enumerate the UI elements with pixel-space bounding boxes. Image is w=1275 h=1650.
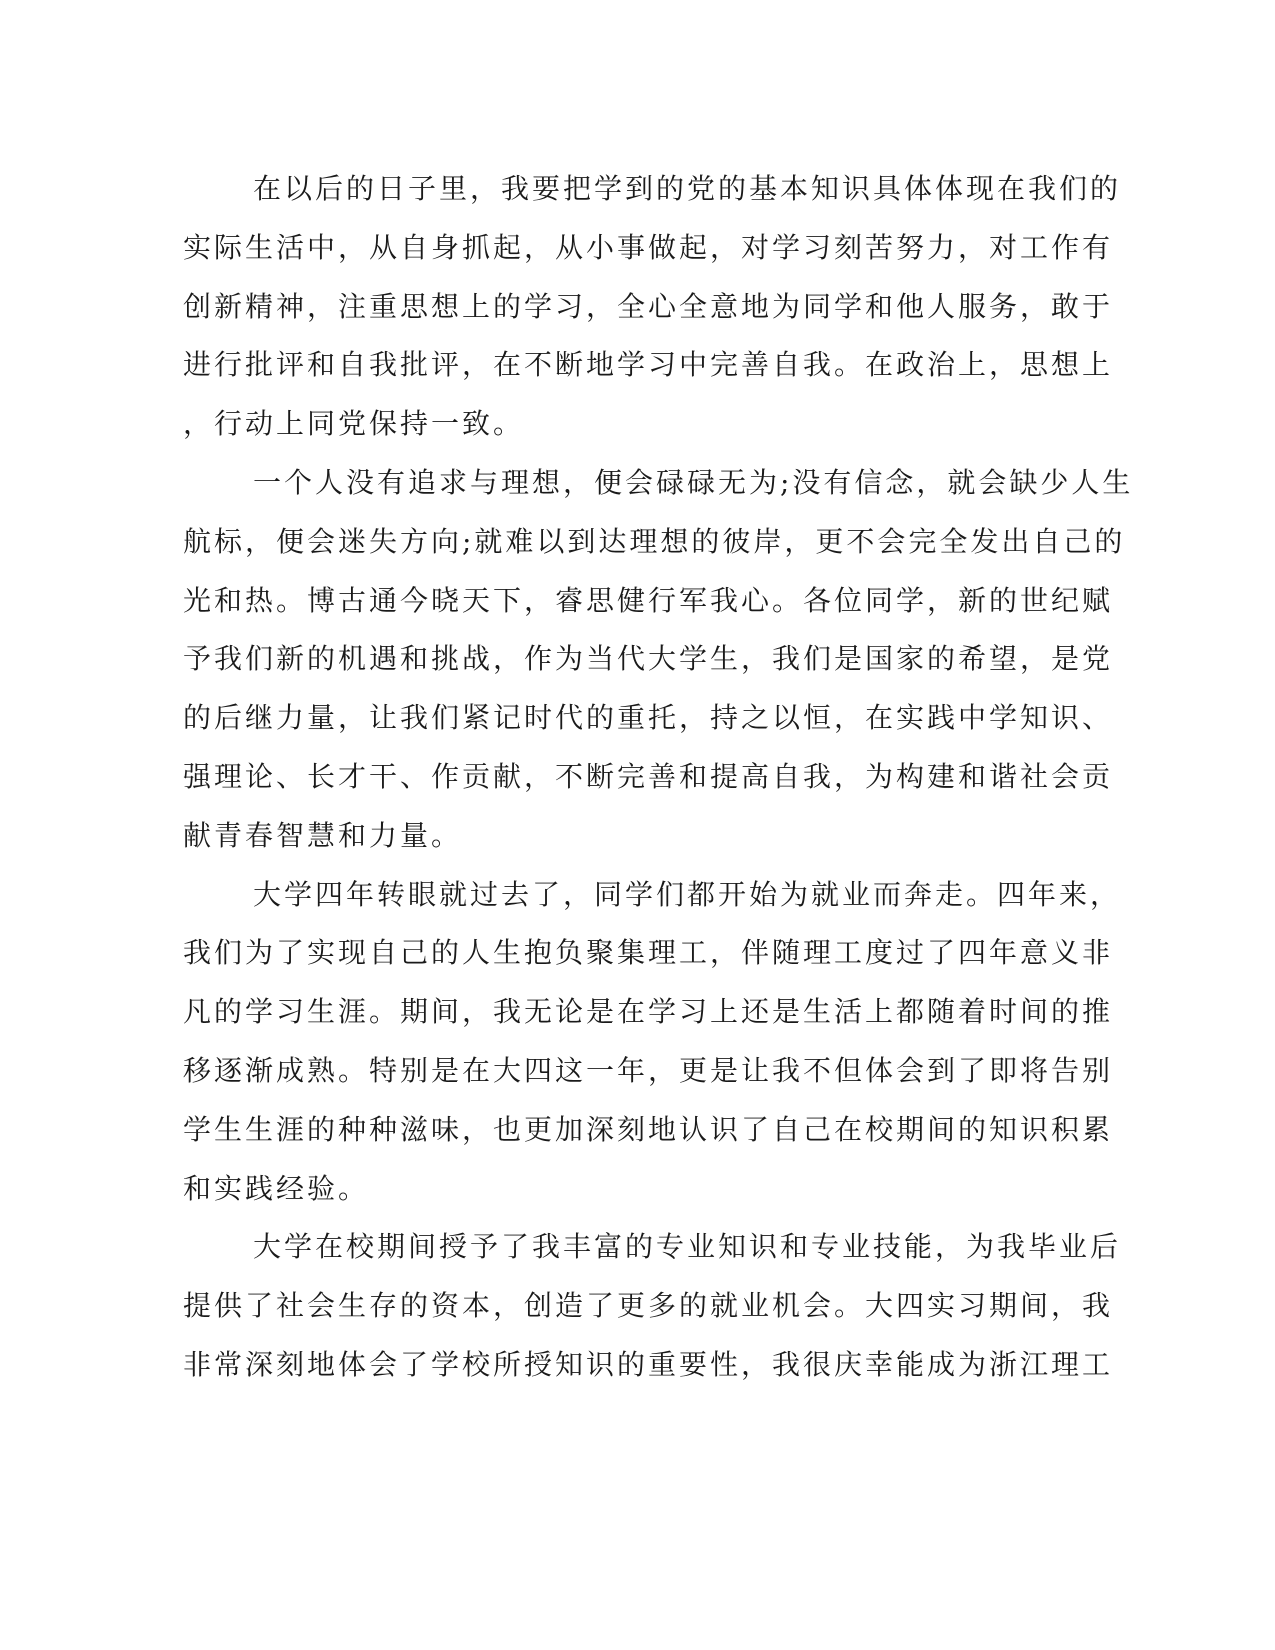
- text-line: 提供了社会生存的资本，创造了更多的就业机会。大四实习期间，我: [183, 1289, 1114, 1323]
- document-body: [183, 160, 1134, 1395]
- text-line: 一个人没有追求与理想，便会碌碌无为;没有信念，就会缺少人生: [253, 465, 1134, 499]
- text-line: 移逐渐成熟。特别是在大四这一年，更是让我不但体会到了即将告别: [183, 1053, 1114, 1087]
- paragraph-4: [183, 1218, 1122, 1394]
- text-line: 非常深刻地体会了学校所授知识的重要性，我很庆幸能成为浙江理工: [183, 1347, 1114, 1381]
- text-line: 航标，便会迷失方向;就难以到达理想的彼岸，更不会完全发出自己的: [183, 524, 1126, 558]
- text-line: 和实践经验。: [183, 1171, 370, 1205]
- text-line: 凡的学习生涯。期间，我无论是在学习上还是生活上都随着时间的推: [183, 995, 1114, 1029]
- text-line: ，行动上同党保持一致。: [183, 407, 525, 441]
- paragraph-1: [183, 160, 1122, 454]
- text-line: 的后继力量，让我们紧记时代的重托，持之以恒，在实践中学知识、: [183, 701, 1114, 735]
- text-line: 予我们新的机遇和挑战，作为当代大学生，我们是国家的希望，是党: [183, 642, 1114, 676]
- text-line: 进行批评和自我批评，在不断地学习中完善自我。在政治上，思想上: [183, 348, 1114, 382]
- paragraph-3: [183, 866, 1122, 1219]
- text-line: 大学四年转眼就过去了，同学们都开始为就业而奔走。四年来，: [253, 877, 1122, 911]
- text-line: 在以后的日子里，我要把学到的党的基本知识具体体现在我们的: [253, 172, 1122, 205]
- text-line: 创新精神，注重思想上的学习，全心全意地为同学和他人服务，敢于: [183, 289, 1114, 323]
- text-line: 学生生涯的种种滋味，也更加深刻地认识了自己在校期间的知识积累: [183, 1112, 1114, 1146]
- text-line: 实际生活中，从自身抓起，从小事做起，对学习刻苦努力，对工作有: [183, 230, 1114, 264]
- text-line: 强理论、长才干、作贡献，不断完善和提高自我，为构建和谐社会贡: [183, 759, 1114, 793]
- text-line: 大学在校期间授予了我丰富的专业知识和专业技能，为我毕业后: [253, 1230, 1122, 1264]
- paragraph-2: [183, 454, 1134, 866]
- text-line: 献青春智慧和力量。: [183, 818, 463, 852]
- text-line: 光和热。博古通今晓天下，睿思健行军我心。各位同学，新的世纪赋: [183, 583, 1114, 617]
- text-line: 我们为了实现自己的人生抱负聚集理工，伴随理工度过了四年意义非: [183, 936, 1114, 970]
